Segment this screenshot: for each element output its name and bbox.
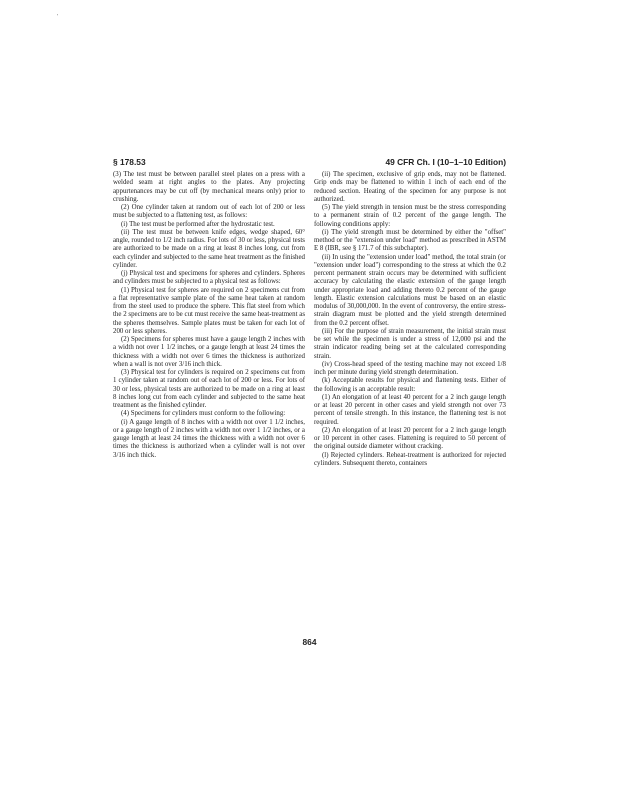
- paragraph: (i) A gauge length of 8 inches with a width not over 1 1/2 inches, or a gauge length of 2 inches with a width not over 1 1/2 inches, or a gauge length at least 24 times the thickness with a width not over 6 times the thickness is authorized when a cylinder wall is not over 3/16 inch thick.: [113, 418, 305, 459]
- paragraph: (1) An elongation of at least 40 percent for a 2 inch gauge length or at least 20 percent in other cases and yield strength not over 73 percent of tensile strength. In this instance, the flattening test is not required.: [314, 393, 506, 426]
- paragraph: (ii) In using the "extension under load" method, the total strain (or "extension under load") corresponding to the stress at which the 0.2 percent permanent strain occurs may be determined with sufficient accuracy by calculating the elastic extension of the gauge length under appropriate load and adding thereto 0.2 percent of the gauge length. Elastic extension calculations must be based on an elastic modulus of 30,000,000. In the event of controversy, the entire stress-strain diagram must be plotted and the yield strength determined from the 0.2 percent offset.: [314, 253, 506, 327]
- paragraph: (2) One cylinder taken at random out of each lot of 200 or less must be subjected to a flattening test, as follows:: [113, 204, 305, 220]
- paragraph: (i) The yield strength must be determined by either the "offset" method or the "extension under load" method as prescribed in ASTM E 8 (IBR, see § 171.7 of this subchapter).: [314, 228, 506, 253]
- paragraph: (1) Physical test for spheres are required on 2 specimens cut from a flat representative sample plate of the same heat taken at random from the steel used to produce the sphere. This flat steel from which the 2 specimens are to be cut must receive the same heat-treatment as the spheres themselves. Sample plates must be taken for each lot of 200 or less spheres.: [113, 286, 305, 335]
- paragraph: (ii) The specimen, exclusive of grip ends, may not be flattened. Grip ends may be flattened to within 1 inch of each end of the reduced section. Heating of the specimen for any purpose is not authorized.: [314, 171, 506, 203]
- right-column: [314, 171, 506, 468]
- paragraph: (5) The yield strength in tension must be the stress corresponding to a permanent strain of 0.2 percent of the gauge length. The following conditions apply:: [314, 204, 506, 228]
- paragraph: (j) Physical test and specimens for spheres and cylinders. Spheres and cylinders must be subjected to a physical test as follows:: [113, 270, 305, 286]
- paragraph: (3) Physical test for cylinders is required on 2 specimens cut from 1 cylinder taken at random out of each lot of 200 or less. For lots of 30 or less, physical tests are authorized to be made on a ring at least 8 inches long cut from each cylinder and subjected to the same heat treatment as the finished cylinder.: [113, 369, 305, 409]
- paragraph: (l) Rejected cylinders. Reheat-treatment is authorized for rejected cylinders. Subsequent thereto, containers: [314, 451, 506, 467]
- paragraph: (2) An elongation of at least 20 percent for a 2 inch gauge length or 10 percent in other cases. Flattening is required to 50 percent of the original outside diameter without cracking.: [314, 426, 506, 451]
- section-number: § 178.53: [113, 157, 146, 167]
- left-column: [113, 171, 305, 460]
- page-header: [113, 157, 506, 169]
- corner-mark: ': [57, 14, 59, 20]
- paragraph: (4) Specimens for cylinders must conform to the following:: [121, 410, 286, 418]
- edition-label: 49 CFR Ch. I (10–1–10 Edition): [385, 157, 506, 167]
- paragraph: (k) Acceptable results for physical and flattening tests. Either of the following is an acceptable result:: [314, 377, 506, 393]
- paragraph: (iv) Cross-head speed of the testing machine may not exceed 1/8 inch per minute during yield strength determination.: [314, 360, 506, 376]
- page-number: 864: [302, 637, 317, 647]
- paragraph: (i) The test must be performed after the hydrostatic test.: [121, 220, 275, 228]
- paragraph: (iii) For the purpose of strain measurement, the initial strain must be set while the specimen is under a stress of 12,000 psi and the strain indicator reading being set at the calculated corresponding strain.: [314, 327, 506, 360]
- paragraph: (3) The test must be between parallel steel plates on a press with a welded seam at right angles to the plates. Any projecting appurtenances may be cut off (by mechanical means only) prior to crushing.: [113, 171, 305, 203]
- paragraph: (2) Specimens for spheres must have a gauge length 2 inches with a width not over 1 1/2 inches, or a gauge length at least 24 times the thickness with a width not over 6 times the thickness is authorized when a wall is not over 3/16 inch thick.: [113, 336, 305, 368]
- paragraph: (ii) The test must be between knife edges, wedge shaped, 60° angle, rounded to 1/2 inch radius. For lots of 30 or less, physical tests are authorized to be made on a ring at least 8 inches long, cut from each cylinder and subjected to the same heat treatment as the finished cylinder.: [113, 228, 305, 269]
